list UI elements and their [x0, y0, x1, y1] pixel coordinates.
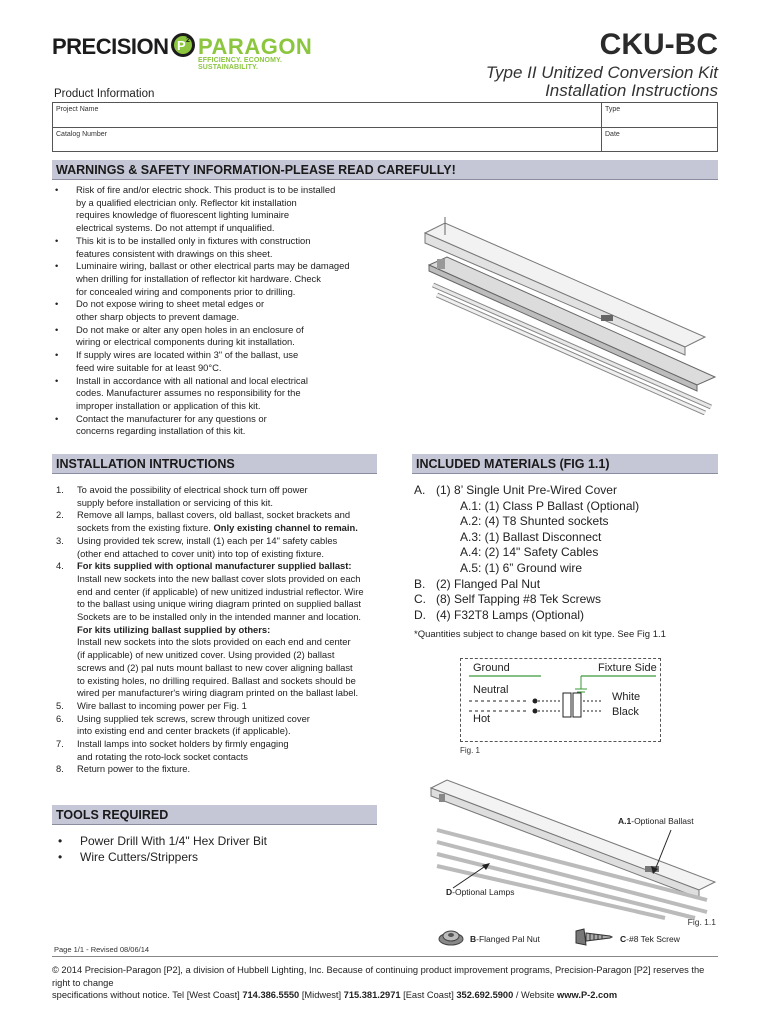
tel-east[interactable]: 352.692.5900: [456, 990, 514, 1000]
footer-divider: [52, 956, 718, 957]
website-link[interactable]: www.P-2.com: [557, 990, 618, 1000]
warnings-heading: WARNINGS & SAFETY INFORMATION-PLEASE READ CAREFULLY!: [52, 160, 718, 180]
material-item: A. (1) 8’ Single Unit Pre-Wired Cover: [414, 483, 617, 497]
material-subitem: A.2: (4) T8 Shunted sockets: [460, 514, 609, 529]
wire-ground-label: Ground: [473, 662, 510, 674]
callout-a1: A.1-Optional Ballast: [618, 816, 694, 826]
install-step: 8. Return power to the fixture.: [56, 763, 191, 775]
warning-item: • Install in accordance with all national and local electrical codes. Manufacturer assumes no responsibility for the improper installation or application of this kit.: [52, 375, 372, 413]
fixture-illustration-exploded: [425, 770, 720, 920]
materials-list: [414, 483, 714, 623]
material-subitem: A.5: (1) 6” Ground wire: [460, 560, 583, 575]
warning-item: • This kit is to be installed only in fixtures with construction features consistent with drawings on this sheet.: [52, 235, 372, 260]
form-row-2: [53, 128, 717, 153]
installation-heading: INSTALLATION INTRUCTIONS: [52, 454, 377, 474]
materials-heading: INCLUDED MATERIALS (FIG 1.1): [412, 454, 718, 474]
title-line-2: Installation Instructions: [545, 81, 718, 100]
install-step: 1. To avoid the possibility of electrical shock turn off power supply before installation or servicing of this kit.: [56, 484, 308, 508]
date-field[interactable]: Date: [605, 131, 620, 138]
fixture-side-label: Fixture Side: [598, 662, 657, 674]
product-code: CKU-BC: [599, 28, 718, 61]
tel-midwest[interactable]: 715.381.2971: [343, 990, 401, 1000]
tek-screw-icon: [574, 928, 614, 946]
fig-1-1-caption: Fig. 1.1: [687, 917, 716, 927]
wire-white-label: White: [612, 691, 641, 703]
install-step: 6. Using supplied tek screws, screw through unitized cover into existing end and center brackets (if applicable).: [56, 712, 310, 737]
tel-west[interactable]: 714.386.5550: [242, 990, 300, 1000]
install-step: 4. For kits supplied with optional manufacturer supplied ballast: Install new sockets into the new ballast cover slots provided on each end and center (if applicable) of new unitized industrial reflector. Wire to the ballast using unique wiring diagram printed on supplied ballast Sockets are to be installed only in the intended manner and location. For kits utilizing ballast supplied by others: Install new sockets into the slots provided on each end and center (if applicable) of new unitized cover. Using provided (2) ballast screws and (2) pal nuts mount ballast to new cover aligning ballast to existing holes, no drilling required. Ballast and sockets should be wired per manufacturer's wiring diagram printed on the ballast label.: [56, 560, 364, 699]
callout-b: B-Flanged Pal Nut: [470, 934, 540, 944]
install-step: 5. Wire ballast to incoming power per Fig. 1: [56, 699, 247, 711]
form-row-1: [53, 103, 717, 128]
wire-neutral-label: Neutral: [473, 684, 509, 696]
product-info-label: Product Information: [54, 88, 155, 100]
project-name-field[interactable]: Project Name: [56, 106, 99, 113]
callout-c: C-#8 Tek Screw: [620, 934, 680, 944]
pal-nut-icon: [438, 927, 464, 947]
tool-item: • Power Drill With 1/4" Hex Driver Bit: [58, 833, 267, 849]
brand-word-precision: PRECISION: [52, 34, 169, 59]
material-item: C. (8) Self Tapping #8 Tek Screws: [414, 592, 601, 607]
warning-item: • Risk of fire and/or electric shock. This product is to be installed by a qualified electrician only. Reflector kit installation requires knowledge of fluorescent lighting luminaire electrical systems. Do not attempt if unqualified.: [52, 184, 372, 235]
warning-item: • Do not expose wiring to sheet metal edges or other sharp objects to prevent damage.: [52, 298, 372, 323]
material-subitem: A.3: (1) Ballast Disconnect: [460, 529, 602, 544]
materials-note: *Quantities subject to change based on kit type. See Fig 1.1: [414, 629, 666, 640]
material-subitem: A.4: (2) 14" Safety Cables: [460, 545, 599, 560]
footer-line-2: specifications without notice. Tel [West Coast] 714.386.5550 [Midwest] 715.381.2971 [East Coast] 352.692.5900 / Website www.P-2.com: [52, 990, 618, 1000]
brand-tagline: EFFICIENCY. ECONOMY. SUSTAINABILITY.: [198, 57, 283, 71]
p2-logo-icon: [170, 30, 198, 60]
material-item: D. (4) F32T8 Lamps (Optional): [414, 607, 585, 622]
svg-text:2: 2: [186, 37, 190, 44]
installation-steps: [52, 484, 382, 776]
callout-d: D-Optional Lamps: [446, 887, 515, 897]
warning-item: • Luminaire wiring, ballast or other electrical parts may be damaged when drilling for installation of reflector kit hardware. Check for concealed wiring and components prior to drilling.: [52, 260, 372, 298]
tools-heading: TOOLS REQUIRED: [52, 805, 377, 825]
brand-word-paragon: PARAGON: [198, 34, 313, 59]
footer-text: [52, 964, 718, 1002]
product-info-form: [52, 102, 718, 152]
title-line-1: Type II Unitized Conversion Kit: [485, 63, 718, 82]
tool-item: • Wire Cutters/Strippers: [58, 849, 267, 865]
warnings-list: [52, 184, 372, 438]
material-subitem: A.1: (1) Class P Ballast (Optional): [460, 498, 640, 513]
footer-line-1: © 2014 Precision-Paragon [P2], a division of Hubbell Lighting, Inc. Because of continuing product improvement programs, Precision-Paragon [P2] reserves the right to change: [52, 965, 705, 988]
material-item: B. (2) Flanged Pal Nut: [414, 576, 541, 591]
wiring-diagram: [460, 658, 661, 742]
page-revision: Page 1/1 - Revised 08/06/14: [54, 945, 150, 954]
fixture-illustration-top: [415, 205, 720, 415]
brand-logo: [52, 30, 322, 70]
document-title: [486, 64, 718, 100]
warning-item: • Contact the manufacturer for any questions or concerns regarding installation of this kit.: [52, 413, 372, 438]
warning-item: • Do not make or alter any open holes in an enclosure of wiring or electrical components during kit installation.: [52, 324, 372, 349]
wire-hot-label: Hot: [473, 713, 491, 725]
warning-item: • If supply wires are located within 3" of the ballast, use feed wire suitable for at least 90°C.: [52, 349, 372, 374]
install-step: 2. Remove all lamps, ballast covers, old ballast, socket brackets and sockets from the existing fixture. Only existing channel to remain.: [56, 509, 358, 534]
catalog-number-field[interactable]: Catalog Number: [56, 131, 107, 138]
fig-1-caption: Fig. 1: [460, 746, 481, 755]
type-field[interactable]: Type: [605, 106, 621, 113]
tools-list: [58, 833, 267, 865]
svg-text:P: P: [177, 38, 186, 53]
install-step: 7. Install lamps into socket holders by firmly engaging and rotating the roto-lock socket contacts: [56, 738, 289, 762]
install-step: 3. Using provided tek screw, install (1) each per 14" safety cables (other end attached to cover unit) into top of existing fixture.: [56, 534, 338, 559]
wire-black-label: Black: [612, 706, 639, 718]
